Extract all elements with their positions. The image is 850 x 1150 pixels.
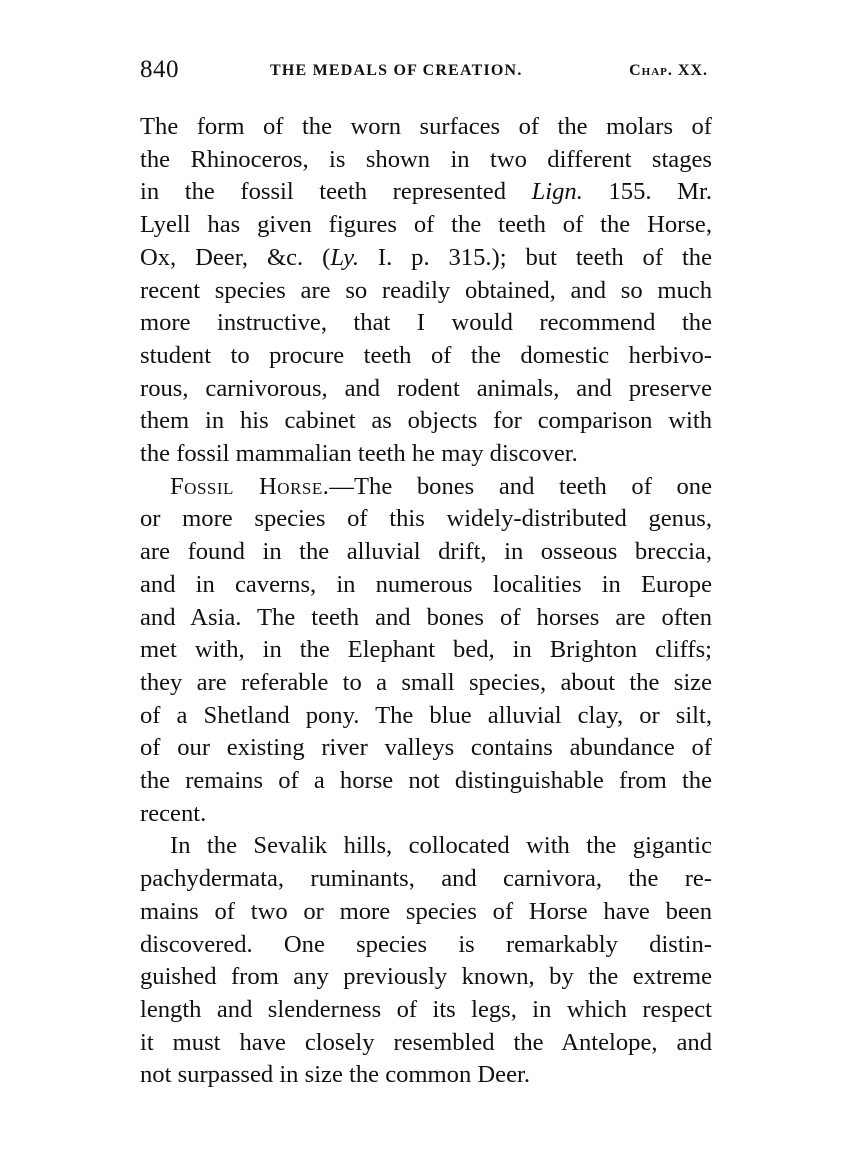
text-line: student to procure teeth of the domestic herbivo-	[140, 341, 712, 369]
text-line-with-italic	[140, 176, 712, 209]
text-line: The form of the worn surfaces of the molars of	[140, 113, 712, 140]
text-fragment: in the fossil teeth represented	[140, 178, 532, 206]
text-line: it must have closely resembled the Antelope, and	[140, 1028, 712, 1056]
text-fragment: I. p. 315.); but teeth of the	[358, 243, 713, 271]
text-line: Lyell has given figures of the teeth of the Horse,	[140, 211, 712, 239]
body-text	[140, 111, 712, 1092]
text-line: In the Sevalik hills, collocated with the gigantic	[170, 832, 712, 860]
text-line: rous, carnivorous, and rodent animals, and preserve	[140, 374, 712, 402]
text-line: them in his cabinet as objects for comparison with	[140, 407, 712, 435]
page-number: 840	[140, 56, 179, 83]
text-fragment: 155. Mr.	[582, 178, 712, 206]
text-line: discovered. One species is remarkably distin-	[140, 930, 712, 958]
text-line: recent.	[140, 799, 207, 827]
text-line: they are referable to a small species, about the size	[140, 668, 712, 696]
text-line: not surpassed in size the common Deer.	[140, 1061, 530, 1089]
text-line: met with, in the Elephant bed, in Brighton cliffs;	[140, 636, 712, 664]
text-line: the remains of a horse not distinguishable from the	[140, 767, 712, 795]
text-line: and in caverns, in numerous localities in Europe	[140, 570, 712, 598]
italic-reference: Ly.	[330, 243, 359, 271]
text-fragment: Ox, Deer, &c. (	[140, 243, 331, 271]
paragraph-rhinoceros	[140, 111, 712, 471]
text-line: of a Shetland pony. The blue alluvial clay, or silt,	[140, 701, 712, 729]
text-fragment: —The bones and teeth of one	[329, 472, 713, 500]
text-line: recent species are so readily obtained, and so much	[140, 276, 712, 304]
text-line: of our existing river valleys contains abundance of	[140, 734, 712, 762]
running-head	[140, 56, 712, 96]
text-line: guished from any previously known, by the extreme	[140, 963, 712, 991]
text-line: mains of two or more species of Horse have been	[140, 897, 712, 925]
paragraph-sevalik	[140, 830, 712, 1092]
text-line: more instructive, that I would recommend the	[140, 309, 712, 337]
text-line-with-italic	[140, 242, 712, 275]
section-heading: Fossil Horse.	[170, 472, 330, 500]
chapter-label: Chap. XX.	[629, 62, 708, 79]
running-title: THE MEDALS OF CREATION.	[270, 62, 523, 79]
text-line: the fossil mammalian teeth he may discover.	[140, 440, 578, 468]
paragraph-fossil-horse	[140, 471, 712, 831]
text-line: and Asia. The teeth and bones of horses are often	[140, 603, 712, 631]
text-line: length and slenderness of its legs, in which respect	[140, 995, 712, 1023]
text-line: the Rhinoceros, is shown in two different stages	[140, 145, 712, 173]
italic-reference: Lign.	[531, 178, 583, 206]
text-line: pachydermata, ruminants, and carnivora, the re-	[140, 865, 712, 893]
text-line: or more species of this widely-distributed genus,	[140, 505, 712, 533]
text-line-with-heading	[140, 471, 712, 504]
book-page	[140, 56, 712, 1092]
text-line: are found in the alluvial drift, in osseous breccia,	[140, 538, 712, 566]
